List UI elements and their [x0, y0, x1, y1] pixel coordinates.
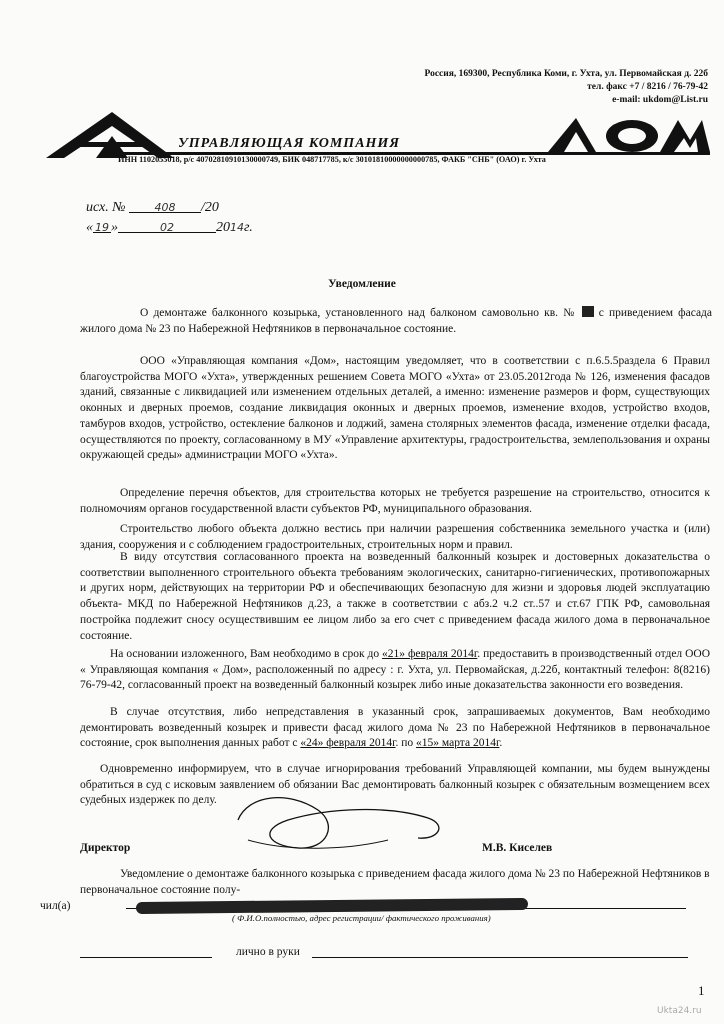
- paragraph-legal-basis: ООО «Управляющая компания «Дом», настоящим уведомляет, что в соответствии с п.6.5.5раздела 6 Правил благоустройства МОГО «Ухта», утвержденных решением Совета МОГО «Ухта» от 23.05.2012года № 126, изменения фасадов зданий, связанные с ликвидацией или изменением отдельных деталей, а именно: изменение размеров и форм, существующих оконных и дверных проемов, создание ликвидация оконных и дверных проемов, изменение входов, устройство входов, тамбуров входов, устройство, остекление балконов и лоджий, замена столярных элементов фасада, изменение отделки фасада, осуществляются по проекту, согласованному в МУ «Управление архитектуры, градостроительства, землепользования и охраны окружающей среды» администрации МОГО «Ухта».: [80, 355, 710, 462]
- paragraph-dismantle: [80, 705, 710, 752]
- outgoing-number: 408: [154, 201, 176, 214]
- deadline-text-b: . предоставить в производственный отдел ООО « Управляющая компания « Дом», расположенный по адресу : г. Ухта, ул. Первомайская, д.22б, контактный телефон: 8(8216) 76-79-42, согласованный проект на возведенный балконный козырек либо иные доказательства законности его возведения.: [80, 648, 711, 692]
- dismantle-end-date: «15» марта 2014г: [416, 737, 500, 750]
- page-number: 1: [698, 983, 705, 998]
- dismantle-end: .: [499, 737, 503, 750]
- address-line-3: e-mail: ukdom@List.ru: [612, 95, 708, 105]
- subject-text: О демонтаже балконного козырька, установленного над балконом самовольно кв. №: [140, 307, 577, 319]
- dismantle-start-date: «24» февраля 2014г: [300, 737, 396, 750]
- outgoing-month-field: [118, 218, 216, 233]
- outgoing-number-block: исх. № 408 /20 « 19 » 02 2014г.: [86, 200, 253, 235]
- signature-position: Директор: [80, 842, 131, 854]
- subject-tail: с приведением фасада жилого дома № 23 по Набережной Нефтяников в первоначальное состояние.: [80, 307, 713, 335]
- paragraph-court-warning: Одновременно информируем, что в случае игнорирования требований Управляющей компании, мы будем вынуждены обратиться в суд с исковым заявлением об обязании Вас демонтировать балконный козырек с обязательным возмещением всех судебных издержек по делу.: [80, 763, 710, 807]
- signature-name: М.В. Киселев: [482, 842, 553, 854]
- address-line-2: тел. факс +7 / 8216 / 76-79-42: [587, 82, 708, 92]
- outgoing-year-prefix: /20: [200, 200, 219, 215]
- paragraph-authority: Определение перечня объектов, для строительства которых не требуется разрешение на строительство, относится к полномочиям органов государственной власти субъектов РФ, муниципального образования.: [80, 487, 710, 515]
- watermark: Ukta24.ru: [657, 1006, 702, 1016]
- outgoing-day-field: [93, 218, 111, 233]
- outgoing-year-suffix: г.: [244, 220, 253, 235]
- redacted-apartment-mark: [582, 306, 594, 317]
- outgoing-number-field: [129, 198, 201, 213]
- company-address: [288, 68, 708, 107]
- outgoing-label: исх. №: [86, 200, 126, 215]
- received-label: чил(а): [40, 900, 71, 912]
- outgoing-year-label: 20: [216, 220, 230, 235]
- in-hand-label: лично в руки: [236, 946, 300, 958]
- deadline-date: «21» февраля 2014г: [382, 648, 478, 660]
- company-requisites: ИНН 1102055018, р/с 40702810910130000749, БИК 048717785, к/с 30101810000000000785, ФАКБ "СНБ" (ОАО) г. Ухта: [118, 155, 546, 164]
- address-line-1: Россия, 169300, Республика Коми, г. Ухта, ул. Первомайская д. 22б: [424, 69, 708, 79]
- outgoing-year: 14: [230, 221, 244, 234]
- dismantle-mid: . по: [395, 737, 417, 750]
- notice-subject: [80, 306, 712, 337]
- paragraph-deadline: [80, 647, 710, 694]
- dismantle-text-a: В случае отсутствия, либо непредставления в указанный срок, запрашиваемых документов, Вам необходимо демонтировать возведенный козырек и привести фасад жилого дома № 23 по Набережной Нефтяников в первоначальное состояние, срок выполнения данных работ с: [80, 706, 710, 750]
- in-hand-signature-line: [312, 957, 688, 958]
- paragraph-permission: Строительство любого объекта должно вестись при наличии разрешения собственника земельного участка и (или) здания, сооружения и с соблюдением градостроительных, строительных норм и правил.: [80, 523, 710, 551]
- date-line: [80, 957, 212, 958]
- deadline-text-a: На основании изложенного, Вам необходимо в срок до: [110, 648, 383, 660]
- document-title: Уведомление: [328, 278, 396, 290]
- outgoing-month: 02: [160, 221, 174, 234]
- director-signature: [228, 790, 458, 860]
- recipient-hint: ( Ф.И.О.полностью, адрес регистрации/ фактического проживания): [232, 913, 491, 923]
- outgoing-day: 19: [95, 221, 109, 234]
- receipt-statement: Уведомление о демонтаже балконного козырька с приведением фасада жилого дома № 23 по Набережной Нефтяников в первоначальное состояние полу-: [80, 868, 710, 896]
- paragraph-unauthorized: В виду отсутствия согласованного проекта на возведенный балконный козырек и достоверных доказательства о соответствии выполненного строительного объекта требованиям экологических, санитарно-гигиенических, противопожарных и других норм, действующих на территории РФ и обеспечивающих безопасную для жизни и здоровья людей эксплуатацию объекта- МКД по Набережной Нефтяников д.23, а также в соответствии с абз.2 ч.2 ст..57 и ст.67 ГПК РФ, самовольная постройка подлежит сносу осуществившим ее лицом либо за его счет с приведением фасада жилого дома в первоначальное состояние.: [80, 551, 710, 642]
- company-name: УПРАВЛЯЮЩАЯ КОМПАНИЯ: [178, 136, 400, 151]
